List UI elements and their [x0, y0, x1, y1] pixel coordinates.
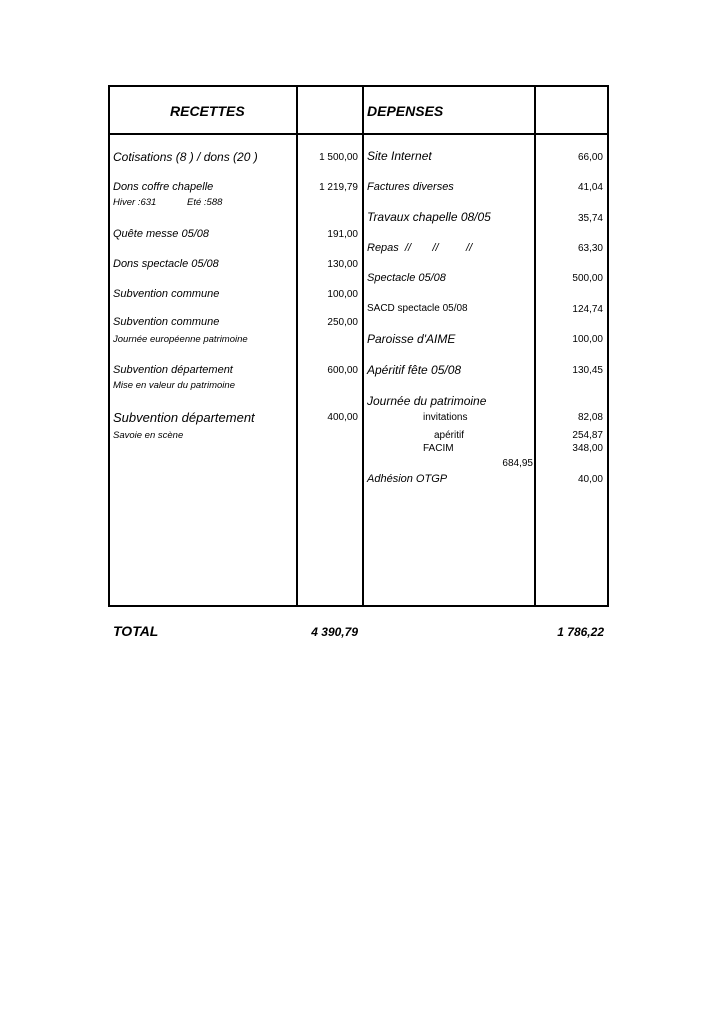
depense-amount: 254,87: [572, 430, 603, 441]
depense-amount: 41,04: [577, 182, 603, 193]
recette-amount: 100,00: [327, 289, 358, 300]
depense-amount: 35,74: [577, 213, 603, 224]
column-divider: [534, 87, 536, 605]
recette-sub: Journée européenne patrimoine: [113, 334, 248, 345]
depense-amount: 40,00: [577, 474, 603, 485]
recette-amount: 1 219,79: [319, 182, 358, 193]
recette-label: Subvention commune: [113, 316, 220, 328]
depense-label: Travaux chapelle 08/05: [367, 210, 491, 224]
depense-subtotal: 684,95: [502, 458, 533, 469]
depense-amount: 348,00: [572, 443, 603, 454]
depense-label: Paroisse d'AIME: [367, 332, 456, 346]
depense-label: Site Internet: [367, 149, 432, 163]
recette-amount: 600,00: [327, 365, 358, 376]
depense-label: Journée du patrimoine: [367, 394, 487, 408]
depense-sublabel: invitations: [423, 412, 468, 423]
depense-amount: 500,00: [572, 273, 603, 284]
depense-label: SACD spectacle 05/08: [367, 303, 468, 314]
depense-sublabel: FACIM: [423, 443, 454, 454]
column-divider: [362, 87, 364, 605]
depense-amount: 124,74: [572, 304, 603, 315]
depense-amount: 82,08: [577, 412, 603, 423]
recette-sub: Eté :588: [187, 197, 223, 208]
recette-amount: 400,00: [327, 412, 358, 423]
recette-amount: 1 500,00: [319, 152, 358, 163]
depense-label: Apéritif fête 05/08: [367, 363, 462, 377]
recette-sub: Savoie en scène: [113, 430, 184, 441]
recette-label: Cotisations (8 ) / dons (20 ): [113, 150, 258, 164]
recette-amount: 130,00: [327, 259, 358, 270]
recette-label: Dons coffre chapelle: [113, 181, 214, 193]
depense-label: Adhésion OTGP: [367, 473, 448, 485]
depense-sublabel: apéritif: [434, 430, 465, 441]
recettes-header: RECETTES: [170, 103, 245, 119]
recette-label: Subvention département: [113, 364, 233, 376]
recette-amount: 250,00: [327, 317, 358, 328]
depense-label: Factures diverses: [367, 181, 454, 193]
total-depenses: 1 786,22: [557, 625, 604, 639]
depense-label: Spectacle 05/08: [367, 272, 446, 284]
total-label: TOTAL: [113, 623, 159, 639]
depense-amount: 130,45: [572, 365, 603, 376]
depense-amount: 63,30: [577, 243, 603, 254]
recette-sub: Hiver :631: [113, 197, 157, 208]
total-recettes: 4 390,79: [311, 625, 358, 639]
recette-amount: 191,00: [327, 229, 358, 240]
recette-label: Dons spectacle 05/08: [113, 258, 219, 270]
header-divider: [110, 133, 607, 135]
depense-label: Repas // // //: [367, 242, 473, 254]
column-divider: [296, 87, 298, 605]
depenses-header: DEPENSES: [367, 103, 444, 119]
recette-label: Quête messe 05/08: [113, 228, 210, 240]
depense-amount: 100,00: [572, 334, 603, 345]
recette-label: Subvention commune: [113, 288, 220, 300]
recette-label: Subvention département: [113, 410, 255, 425]
depense-amount: 66,00: [577, 152, 603, 163]
recette-sub: Mise en valeur du patrimoine: [113, 380, 235, 391]
